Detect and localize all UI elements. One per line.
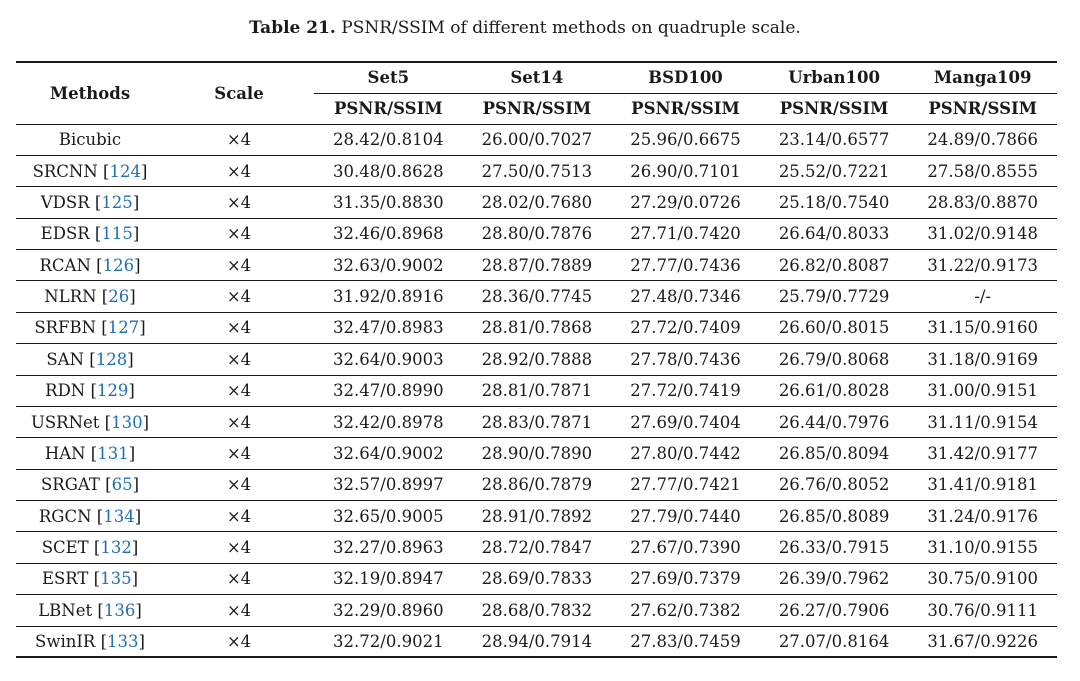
- citation-link[interactable]: 129: [96, 381, 129, 401]
- method-cell: SRFBN [127]: [16, 312, 164, 343]
- method-name: SCET: [41, 538, 89, 558]
- method-name: SwinIR: [35, 631, 96, 651]
- table-label: Table 21.: [249, 18, 336, 38]
- psnr-ssim-cell: 26.27/0.7906: [760, 595, 909, 626]
- psnr-ssim-cell: 31.67/0.9226: [908, 626, 1057, 657]
- citation-link[interactable]: 131: [97, 443, 129, 463]
- scale-cell: ×4: [164, 218, 314, 249]
- scale-cell: ×4: [164, 595, 314, 626]
- psnr-ssim-cell: 28.68/0.7832: [463, 595, 612, 626]
- citation-link[interactable]: 124: [109, 161, 141, 181]
- method-name: USRNet: [30, 412, 100, 432]
- header-dataset-set5: Set5: [314, 62, 463, 93]
- results-table: [16, 61, 1057, 658]
- psnr-ssim-cell: 25.96/0.6675: [611, 124, 760, 155]
- table-row: [16, 250, 1057, 281]
- psnr-ssim-cell: 27.77/0.7421: [611, 469, 760, 500]
- method-cell: SRGAT [65]: [16, 469, 164, 500]
- psnr-ssim-cell: 26.39/0.7962: [760, 563, 909, 594]
- psnr-ssim-cell: 31.22/0.9173: [908, 250, 1057, 281]
- psnr-ssim-cell: 31.41/0.9181: [908, 469, 1057, 500]
- header-scale: Scale: [164, 62, 314, 124]
- psnr-ssim-cell: 23.14/0.6577: [760, 124, 909, 155]
- scale-cell: ×4: [164, 626, 314, 657]
- header-metric: PSNR/SSIM: [760, 93, 909, 124]
- method-name: HAN: [44, 443, 86, 463]
- citation-link[interactable]: 132: [100, 538, 132, 558]
- table-row: [16, 595, 1057, 626]
- header-metric: PSNR/SSIM: [611, 93, 760, 124]
- table-row: [16, 281, 1057, 312]
- citation-link[interactable]: 26: [108, 287, 130, 307]
- psnr-ssim-cell: 27.72/0.7409: [611, 312, 760, 343]
- method-name: ESRT: [41, 569, 89, 589]
- citation-link[interactable]: 65: [111, 475, 133, 495]
- method-cell: USRNet [130]: [16, 406, 164, 437]
- method-name: RCAN: [39, 255, 91, 275]
- psnr-ssim-cell: 26.85/0.8089: [760, 501, 909, 532]
- table-header: [16, 62, 1057, 124]
- method-name: SRGAT: [40, 475, 100, 495]
- scale-cell: ×4: [164, 312, 314, 343]
- scale-cell: ×4: [164, 155, 314, 186]
- psnr-ssim-cell: 31.10/0.9155: [908, 532, 1057, 563]
- psnr-ssim-cell: 30.76/0.9111: [908, 595, 1057, 626]
- scale-cell: ×4: [164, 438, 314, 469]
- psnr-ssim-cell: 32.29/0.8960: [314, 595, 463, 626]
- header-methods: Methods: [16, 62, 164, 124]
- psnr-ssim-cell: 28.92/0.7888: [463, 344, 612, 375]
- psnr-ssim-cell: 32.47/0.8990: [314, 375, 463, 406]
- psnr-ssim-cell: 25.18/0.7540: [760, 187, 909, 218]
- method-cell: SAN [128]: [16, 344, 164, 375]
- method-cell: VDSR [125]: [16, 187, 164, 218]
- scale-cell: ×4: [164, 187, 314, 218]
- method-name: NLRN: [44, 287, 97, 307]
- table-row: [16, 312, 1057, 343]
- citation-link[interactable]: 126: [102, 255, 135, 275]
- method-cell: SCET [132]: [16, 532, 164, 563]
- method-cell: SwinIR [133]: [16, 626, 164, 657]
- table-row: [16, 344, 1057, 375]
- psnr-ssim-cell: 31.18/0.9169: [908, 344, 1057, 375]
- psnr-ssim-cell: 28.86/0.7879: [463, 469, 612, 500]
- table-row: [16, 124, 1057, 155]
- psnr-ssim-cell: 32.57/0.8997: [314, 469, 463, 500]
- psnr-ssim-cell: 28.80/0.7876: [463, 218, 612, 249]
- scale-cell: ×4: [164, 532, 314, 563]
- psnr-ssim-cell: 26.79/0.8068: [760, 344, 909, 375]
- psnr-ssim-cell: 27.80/0.7442: [611, 438, 760, 469]
- header-metric: PSNR/SSIM: [908, 93, 1057, 124]
- psnr-ssim-cell: 27.72/0.7419: [611, 375, 760, 406]
- scale-cell: ×4: [164, 563, 314, 594]
- psnr-ssim-cell: 27.79/0.7440: [611, 501, 760, 532]
- psnr-ssim-cell: 28.90/0.7890: [463, 438, 612, 469]
- psnr-ssim-cell: 28.83/0.7871: [463, 406, 612, 437]
- method-name: EDSR: [40, 224, 90, 244]
- psnr-ssim-cell: 26.00/0.7027: [463, 124, 612, 155]
- method-name: SRCNN: [32, 161, 98, 181]
- method-name: RGCN: [38, 506, 92, 526]
- header-dataset-set14: Set14: [463, 62, 612, 93]
- header-dataset-manga109: Manga109: [908, 62, 1057, 93]
- method-name: VDSR: [40, 192, 90, 212]
- table-row: [16, 532, 1057, 563]
- psnr-ssim-cell: 25.52/0.7221: [760, 155, 909, 186]
- psnr-ssim-cell: 28.81/0.7868: [463, 312, 612, 343]
- method-name: SRFBN: [34, 318, 97, 338]
- psnr-ssim-cell: 31.92/0.8916: [314, 281, 463, 312]
- citation-link[interactable]: 125: [101, 192, 133, 212]
- psnr-ssim-cell: 27.50/0.7513: [463, 155, 612, 186]
- psnr-ssim-cell: 32.72/0.9021: [314, 626, 463, 657]
- psnr-ssim-cell: 27.78/0.7436: [611, 344, 760, 375]
- psnr-ssim-cell: 28.72/0.7847: [463, 532, 612, 563]
- scale-cell: ×4: [164, 250, 314, 281]
- psnr-ssim-cell: 31.15/0.9160: [908, 312, 1057, 343]
- psnr-ssim-cell: 27.67/0.7390: [611, 532, 760, 563]
- psnr-ssim-cell: 27.69/0.7404: [611, 406, 760, 437]
- psnr-ssim-cell: 32.63/0.9002: [314, 250, 463, 281]
- citation-link[interactable]: 130: [111, 412, 143, 432]
- scale-cell: ×4: [164, 344, 314, 375]
- method-cell: ESRT [135]: [16, 563, 164, 594]
- psnr-ssim-cell: 27.48/0.7346: [611, 281, 760, 312]
- citation-link[interactable]: 134: [103, 506, 135, 526]
- scale-cell: ×4: [164, 124, 314, 155]
- header-dataset-bsd100: BSD100: [611, 62, 760, 93]
- citation-link[interactable]: 115: [101, 224, 133, 244]
- method-name: LBNet: [38, 600, 93, 620]
- citation-link[interactable]: 128: [95, 349, 128, 369]
- psnr-ssim-cell: 28.69/0.7833: [463, 563, 612, 594]
- method-name: Bicubic: [58, 130, 122, 150]
- psnr-ssim-cell: 26.76/0.8052: [760, 469, 909, 500]
- method-cell: [16, 124, 164, 155]
- psnr-ssim-cell: 27.07/0.8164: [760, 626, 909, 657]
- psnr-ssim-cell: 31.24/0.9176: [908, 501, 1057, 532]
- psnr-ssim-cell: 27.77/0.7436: [611, 250, 760, 281]
- method-cell: HAN [131]: [16, 438, 164, 469]
- table-row: [16, 469, 1057, 500]
- psnr-ssim-cell: 32.27/0.8963: [314, 532, 463, 563]
- table-row: [16, 626, 1057, 657]
- method-cell: SRCNN [124]: [16, 155, 164, 186]
- psnr-ssim-cell: 32.64/0.9003: [314, 344, 463, 375]
- psnr-ssim-cell: 30.75/0.9100: [908, 563, 1057, 594]
- scale-cell: ×4: [164, 469, 314, 500]
- header-dataset-urban100: Urban100: [760, 62, 909, 93]
- psnr-ssim-cell: 30.48/0.8628: [314, 155, 463, 186]
- table-row: [16, 375, 1057, 406]
- table-row: [16, 406, 1057, 437]
- method-cell: NLRN [26]: [16, 281, 164, 312]
- psnr-ssim-cell: 26.44/0.7976: [760, 406, 909, 437]
- psnr-ssim-cell: 24.89/0.7866: [908, 124, 1057, 155]
- header-metric: PSNR/SSIM: [463, 93, 612, 124]
- psnr-ssim-cell: 32.65/0.9005: [314, 501, 463, 532]
- psnr-ssim-cell: 28.42/0.8104: [314, 124, 463, 155]
- psnr-ssim-cell: 28.87/0.7889: [463, 250, 612, 281]
- method-cell: RDN [129]: [16, 375, 164, 406]
- scale-cell: ×4: [164, 375, 314, 406]
- psnr-ssim-cell: 32.46/0.8968: [314, 218, 463, 249]
- method-cell: LBNet [136]: [16, 595, 164, 626]
- table-row: [16, 438, 1057, 469]
- scale-cell: ×4: [164, 501, 314, 532]
- psnr-ssim-cell: 28.81/0.7871: [463, 375, 612, 406]
- psnr-ssim-cell: 32.47/0.8983: [314, 312, 463, 343]
- psnr-ssim-cell: 31.00/0.9151: [908, 375, 1057, 406]
- header-metric: PSNR/SSIM: [314, 93, 463, 124]
- psnr-ssim-cell: 31.42/0.9177: [908, 438, 1057, 469]
- method-cell: RGCN [134]: [16, 501, 164, 532]
- psnr-ssim-cell: 31.11/0.9154: [908, 406, 1057, 437]
- psnr-ssim-cell: 27.58/0.8555: [908, 155, 1057, 186]
- method-name: SAN: [46, 349, 85, 369]
- psnr-ssim-cell: 32.64/0.9002: [314, 438, 463, 469]
- psnr-ssim-cell: 27.71/0.7420: [611, 218, 760, 249]
- psnr-ssim-cell: 28.83/0.8870: [908, 187, 1057, 218]
- scale-cell: ×4: [164, 406, 314, 437]
- psnr-ssim-cell: 28.91/0.7892: [463, 501, 612, 532]
- method-cell: RCAN [126]: [16, 250, 164, 281]
- citation-link[interactable]: 136: [103, 600, 136, 620]
- psnr-ssim-cell: 27.29/0.0726: [611, 187, 760, 218]
- scale-cell: ×4: [164, 281, 314, 312]
- table-row: [16, 501, 1057, 532]
- psnr-ssim-cell: 26.33/0.7915: [760, 532, 909, 563]
- psnr-ssim-cell: 32.19/0.8947: [314, 563, 463, 594]
- citation-link[interactable]: 127: [107, 318, 140, 338]
- table-row: [16, 187, 1057, 218]
- psnr-ssim-cell: 26.82/0.8087: [760, 250, 909, 281]
- table-row: [16, 155, 1057, 186]
- psnr-ssim-cell: 31.02/0.9148: [908, 218, 1057, 249]
- psnr-ssim-cell: 27.62/0.7382: [611, 595, 760, 626]
- table-caption-text: PSNR/SSIM of different methods on quadruple scale.: [341, 18, 801, 38]
- psnr-ssim-cell: 28.02/0.7680: [463, 187, 612, 218]
- psnr-ssim-cell: 26.60/0.8015: [760, 312, 909, 343]
- citation-link[interactable]: 135: [100, 569, 132, 589]
- psnr-ssim-cell: 31.35/0.8830: [314, 187, 463, 218]
- psnr-ssim-cell: -/-: [908, 281, 1057, 312]
- table-row: [16, 563, 1057, 594]
- psnr-ssim-cell: 27.69/0.7379: [611, 563, 760, 594]
- psnr-ssim-cell: 32.42/0.8978: [314, 406, 463, 437]
- table-row: [16, 218, 1057, 249]
- psnr-ssim-cell: 28.94/0.7914: [463, 626, 612, 657]
- method-name: RDN: [45, 381, 86, 401]
- psnr-ssim-cell: 26.61/0.8028: [760, 375, 909, 406]
- psnr-ssim-cell: 25.79/0.7729: [760, 281, 909, 312]
- psnr-ssim-cell: 26.85/0.8094: [760, 438, 909, 469]
- psnr-ssim-cell: 26.90/0.7101: [611, 155, 760, 186]
- method-cell: EDSR [115]: [16, 218, 164, 249]
- table-caption: [0, 18, 1050, 38]
- psnr-ssim-cell: 27.83/0.7459: [611, 626, 760, 657]
- psnr-ssim-cell: 26.64/0.8033: [760, 218, 909, 249]
- table-body: [16, 124, 1057, 657]
- psnr-ssim-cell: 28.36/0.7745: [463, 281, 612, 312]
- citation-link[interactable]: 133: [107, 631, 139, 651]
